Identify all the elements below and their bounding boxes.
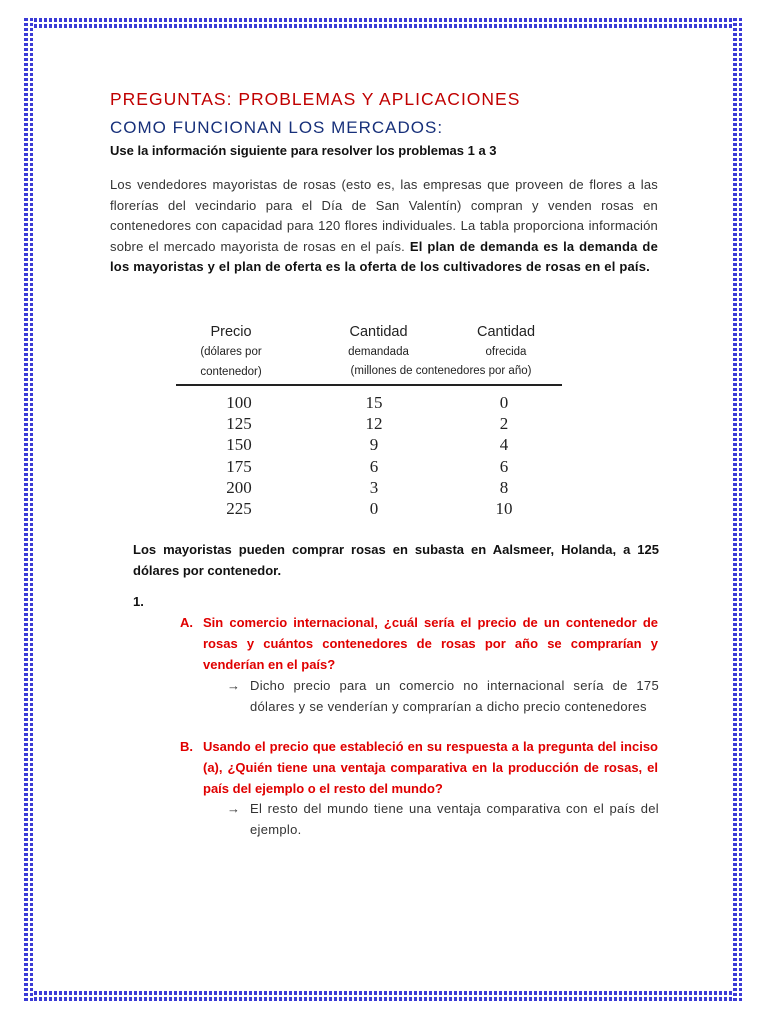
- header-demanded: [326, 322, 431, 362]
- table-cell-demanded: 0: [369, 499, 379, 519]
- header-units: (millones de contenedores por año): [350, 365, 532, 377]
- header-demanded-line2: demandada: [348, 346, 409, 358]
- table-cell-supplied: 10: [495, 499, 513, 519]
- table-cell-supplied: 4: [499, 435, 509, 455]
- arrow-right-icon: →: [227, 678, 241, 693]
- paragraph-bold-text: El plan de demanda es la demanda de los mayoristas y el plan de oferta es la oferta de los cultivadores de rosas en el país.: [110, 238, 659, 274]
- section-title: PREGUNTAS: PROBLEMAS Y APLICACIONES: [110, 89, 521, 109]
- answer-a: [227, 675, 659, 717]
- problem-number: 1.: [133, 594, 144, 609]
- context-paragraph: [110, 175, 658, 278]
- table-cell-demanded: 12: [365, 414, 383, 434]
- question-b: [180, 736, 658, 799]
- table-cell-supplied: 0: [499, 393, 509, 412]
- table-cell-demanded: 9: [369, 435, 379, 455]
- table-cell-price: 100: [226, 393, 252, 412]
- question-a-letter: A.: [180, 615, 193, 630]
- table-rule: [176, 384, 562, 386]
- table-cell-demanded: 6: [369, 456, 379, 476]
- auction-note: Los mayoristas pueden comprar rosas en subasta en Aalsmeer, Holanda, a 125 dólares por contenedor.: [133, 542, 659, 578]
- table-cell-supplied: 6: [499, 456, 509, 476]
- header-supplied-line1: Cantidad: [476, 324, 536, 340]
- question-b-text: Usando el precio que estableció en su respuesta a la pregunta del inciso (a), ¿Quién tiene una ventaja comparativa en la producción de rosas, el país del ejemplo o el resto del mundo?: [203, 739, 658, 796]
- table-cell-price: 225: [226, 499, 252, 519]
- answer-b: [227, 798, 659, 840]
- answer-b-text: El resto del mundo tiene una ventaja comparativa con el país del ejemplo.: [250, 801, 659, 837]
- question-a: [180, 612, 658, 675]
- arrow-right-icon: →: [227, 801, 241, 816]
- section-subtitle: COMO FUNCIONAN LOS MERCADOS:: [110, 118, 444, 137]
- header-supplied-line2: ofrecida: [485, 346, 527, 358]
- answer-a-text: Dicho precio para un comercio no internacional sería de 175 dólares y se venderían y comprarían a dicho precio contenedores: [250, 678, 659, 714]
- header-price: [186, 322, 276, 382]
- header-demanded-line1: Cantidad: [349, 324, 408, 340]
- supplied-column: [464, 392, 544, 519]
- table-cell-supplied: 2: [499, 414, 509, 434]
- border-top: [24, 18, 742, 28]
- question-a-text: Sin comercio internacional, ¿cuál sería el precio de un contenedor de rosas y cuántos contenedores de rosas por año se comprarían y venderían en el país?: [203, 615, 658, 672]
- demanded-column: [334, 392, 414, 519]
- price-column: [199, 392, 279, 519]
- table-cell-price: 125: [226, 414, 252, 434]
- question-b-letter: B.: [180, 739, 193, 754]
- paragraph-text: Los vendedores mayoristas de rosas (esto es, las empresas que proveen de flores a las florerías del vecindario para el Día de San Valentín) compran y venden rosas en contenedores con capacidad para 120 flores individuales. La tabla proporciona información sobre el mercado mayorista de rosas en el país.: [110, 177, 658, 254]
- border-right: [733, 18, 742, 1001]
- intro-instruction: Use la información siguiente para resolver los problemas 1 a 3: [110, 143, 497, 158]
- table-cell-demanded: 15: [365, 393, 383, 412]
- border-left: [24, 18, 33, 1001]
- header-price-line1: Precio: [210, 324, 252, 340]
- header-price-line3: contenedor): [200, 366, 262, 378]
- table-cell-price: 175: [226, 456, 252, 476]
- table-cell-demanded: 3: [369, 477, 379, 497]
- table-cell-supplied: 8: [499, 477, 509, 497]
- header-supplied: [461, 322, 551, 362]
- table-cell-price: 200: [226, 477, 252, 497]
- table-cell-price: 150: [226, 435, 252, 455]
- header-price-line2: (dólares por: [200, 346, 262, 358]
- border-bottom: [24, 991, 742, 1001]
